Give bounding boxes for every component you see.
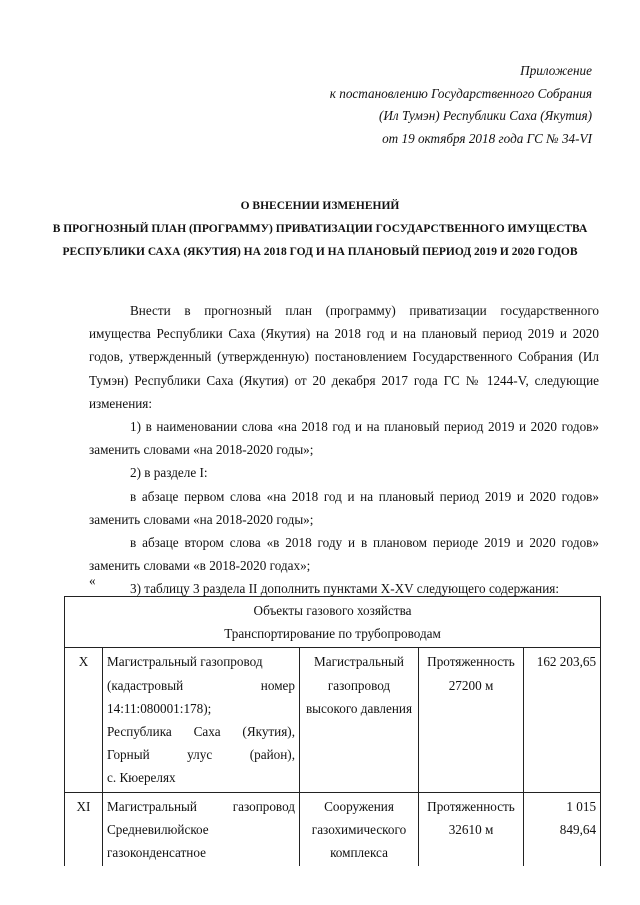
desc-word: Саха [193, 724, 221, 740]
object-description [103, 648, 300, 792]
annex-line: (Ил Тумэн) Республики Саха (Якутия) [378, 108, 592, 123]
annex-block [330, 60, 592, 150]
title-line: О ВНЕСЕНИИ ИЗМЕНЕНИЙ [240, 200, 400, 212]
desc-word: (район), [249, 747, 295, 763]
title-line: В ПРОГНОЗНЫЙ ПЛАН (ПРОГРАММУ) ПРИВАТИЗАЦИИ ГОСУДАРСТВЕННОГО ИМУЩЕСТВА [52, 223, 588, 235]
object-extent [419, 792, 524, 866]
extent-line: 32610 м [448, 821, 494, 837]
desc-word: Магистральный [107, 798, 197, 814]
extent-line: Протяженность [427, 798, 515, 814]
body-paragraph: в абзаце втором слова «в 2018 году и в плановом периоде 2019 и 2020 годов» заменить словами «в 2018-2020 годах»; [89, 535, 599, 574]
object-value: 162 203,65 [524, 648, 601, 792]
body-paragraph: Внести в прогнозный план (программу) приватизации государственного имущества Республики Саха (Якутия) на 2018 год и на плановый период 2019 и 2020 годов, утвержденный (утвержденную) постановлением Государственного Собрания (Ил Тумэн) Республики Саха (Якутия) от 20 декабря 2017 года ГС № 1244-V, следующие изменения: [89, 303, 599, 411]
annex-date: от 19 октября 2018 года ГС № 34-VI [382, 130, 592, 146]
desc-line [107, 795, 295, 818]
desc-word: газопровод [232, 798, 295, 814]
desc-word: (кадастровый [107, 677, 184, 693]
object-description [103, 792, 300, 866]
desc-line [107, 743, 295, 766]
type-line: Сооружения [324, 798, 394, 814]
type-line: высокого давления [305, 700, 413, 716]
title-line: РЕСПУБЛИКИ САХА (ЯКУТИЯ) НА 2018 ГОД И НА ПЛАНОВЫЙ ПЕРИОД 2019 И 2020 ГОДОВ [62, 246, 578, 258]
type-line: Магистральный [314, 654, 404, 670]
object-value: 1 015 849,64 [524, 792, 601, 866]
row-number: X [65, 648, 103, 792]
desc-line: с. Кюерелях [107, 770, 176, 786]
table-header-subtitle: Транспортирование по трубопроводам [224, 626, 441, 642]
document-title [40, 195, 600, 264]
object-type [300, 648, 419, 792]
desc-word: Республика [107, 724, 172, 740]
desc-word: номер [260, 677, 295, 693]
desc-line [107, 720, 295, 743]
object-type [300, 792, 419, 866]
body-paragraph: 2) в разделе I: [130, 465, 208, 481]
type-line: газохимического [311, 821, 407, 837]
desc-line: 14:11:080001:178); [107, 700, 212, 716]
desc-word: (Якутия), [242, 724, 295, 740]
desc-word: Горный [107, 747, 150, 763]
desc-line: Средневилюйское [107, 821, 209, 837]
desc-word: улус [187, 747, 213, 763]
table-row [65, 792, 601, 866]
type-line: комплекса [330, 845, 388, 861]
opening-quote: « [89, 573, 96, 588]
object-extent [419, 648, 524, 792]
body-paragraph: в абзаце первом слова «на 2018 год и на плановый период 2019 и 2020 годов» заменить словами «на 2018-2020 годы»; [89, 488, 599, 527]
table-header-title: Объекты газового хозяйства [253, 603, 412, 618]
table-header [65, 597, 601, 648]
body-paragraph: 1) в наименовании слова «на 2018 год и на плановый период 2019 и 2020 годов» заменить словами «на 2018-2020 годы»; [89, 419, 599, 458]
table-row [65, 648, 601, 792]
table-header-row [65, 597, 601, 648]
annex-line: к постановлению Государственного Собрания [329, 85, 592, 101]
desc-line: Магистральный газопровод [107, 654, 263, 670]
extent-line: 27200 м [448, 677, 494, 693]
objects-table [64, 596, 601, 866]
extent-line: Протяженность [427, 654, 515, 670]
document-body [89, 299, 599, 601]
annex-label: Приложение [520, 63, 592, 78]
type-line: газопровод [327, 677, 391, 693]
desc-line: газоконденсатное [107, 845, 206, 861]
body-paragraph: 3) таблицу 3 раздела II дополнить пунктами X-XV следующего содержания: [130, 581, 559, 597]
desc-line [107, 674, 295, 697]
row-number: XI [65, 792, 103, 866]
